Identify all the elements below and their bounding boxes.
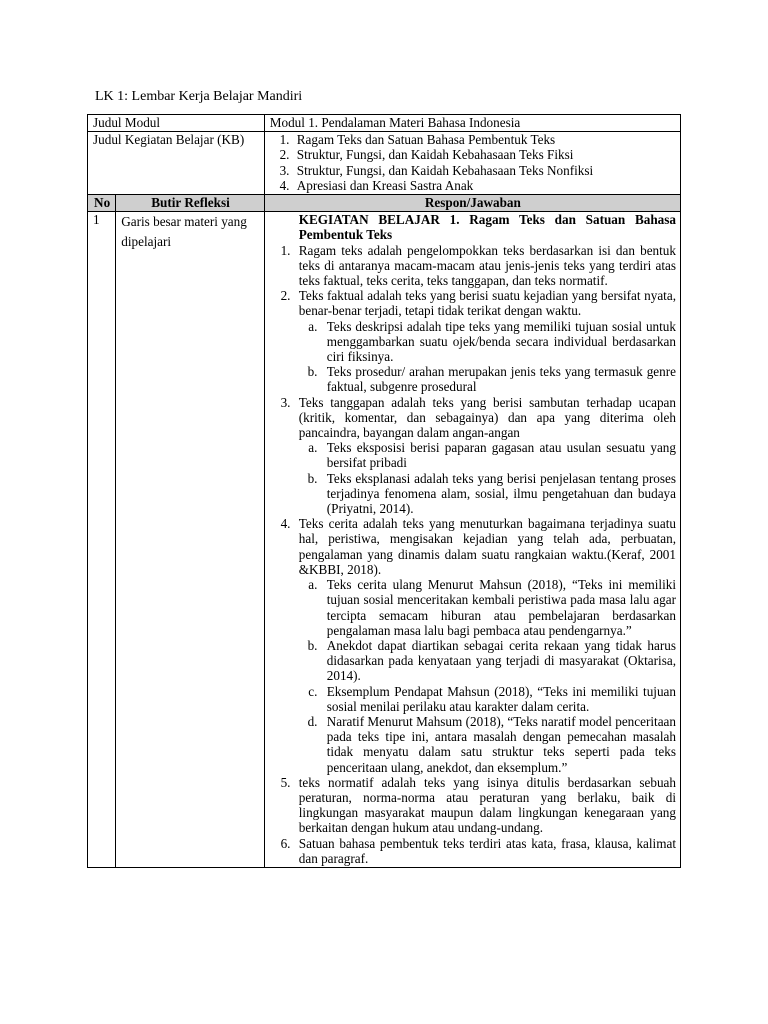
sub-list — [299, 577, 676, 775]
worksheet-table — [87, 114, 681, 868]
module-value: Modul 1. Pendalaman Materi Bahasa Indonesia — [264, 115, 680, 132]
response-text: 1. Ragam teks adalah pengelompokkan teks berdasarkan isi dan bentuk teks di antaranya macam-macam atau jenis-jenis teks yang terdiri atas teks faktual, teks cerita, teks tanggapan, dan teks normatif. — [298, 242, 676, 289]
sub-list — [299, 440, 676, 516]
header-row — [88, 195, 681, 212]
entry-response — [264, 212, 680, 868]
sub-list — [299, 319, 676, 395]
kb-heading: KEGIATAN BELAJAR 1. Ragam Teks dan Satuan Bahasa Pembentuk Teks — [298, 212, 676, 243]
response-list — [270, 243, 676, 866]
entry-number: 1 — [88, 212, 116, 868]
header-butir: Butir Refleksi — [116, 195, 265, 212]
response-text: 5. teks normatif adalah teks yang isinya ditulis berdasarkan sebuah peraturan, norma-norma atau peraturan yang berlaku, baik di lingkungan masyarakat maupun dalam lingkungan kenegaraan yang berkaitan dengan hukum atau undang-undang. — [298, 774, 676, 836]
entry-row — [88, 212, 681, 868]
response-item — [294, 288, 676, 394]
sub-item: a. Teks cerita ulang Menurut Mahsun (2018), “Teks ini memiliki tujuan sosial menceritakan kembali peristiwa pada masa lalu agar tercipta semacam hiburan atau pembelajaran berdasarkan pengalaman masa lalu bagi pembaca atau pendengarnya.” — [321, 577, 676, 638]
entry-butir: Garis besar materi yang dipelajari — [116, 212, 265, 868]
header-respon: Respon/Jawaban — [264, 195, 680, 212]
header-no: No — [88, 195, 116, 212]
response-item — [294, 836, 676, 866]
kb-list-cell — [264, 132, 680, 195]
response-text: 3. Teks tanggapan adalah teks yang berisi sambutan terhadap ucapan (kritik, komentar, dan sebagainya) dan apa yang diterima oleh pancaindra, bayangan dalam angan-angan — [298, 394, 676, 441]
response-item — [294, 516, 676, 774]
response-text: 6. Satuan bahasa pembentuk teks terdiri atas kata, frasa, klausa, kalimat dan paragraf. — [298, 835, 676, 866]
response-item — [294, 775, 676, 836]
sub-item: d. Naratif Menurut Mahsum (2018), “Teks naratif model penceritaan pada teks tipe ini, antara masalah dengan pemecahan masalah tidak menyatu dalam satu struktur teks seperti pada teks penceritaan ulang, anekdot, dan eksemplum.” — [321, 714, 676, 775]
sub-item: b. Teks prosedur/ arahan merupakan jenis teks yang termasuk genre faktual, subgenre prosedural — [321, 364, 676, 394]
kb-item: 3. Struktur, Fungsi, dan Kaidah Kebahasaan Teks Nonfiksi — [293, 163, 676, 178]
kb-item: 1. Ragam Teks dan Satuan Bahasa Pembentuk Teks — [293, 132, 676, 147]
module-label: Judul Modul — [88, 115, 265, 132]
response-text: 4. Teks cerita adalah teks yang menuturkan bagaimana terjadinya suatu hal, peristiwa, mengisakan kejadian yang telah ada, perbuatan, pengalaman yang dinamis dalam suatu rangkaian waktu.(Keraf, 2001 &KBBI, 2018). — [298, 516, 676, 577]
sub-item: c. Eksemplum Pendapat Mahsun (2018), “Teks ini memiliki tujuan sosial menilai perilaku atau karakter dalam cerita. — [321, 684, 676, 714]
kb-row — [88, 132, 681, 195]
response-text: 2. Teks faktual adalah teks yang berisi suatu kejadian yang bersifat nyata, benar-benar terjadi, tetapi tidak terikat dengan waktu. — [298, 288, 676, 319]
kb-list — [270, 132, 676, 193]
sub-item: a. Teks deskripsi adalah tipe teks yang memiliki tujuan sosial untuk menggambarkan suatu ojek/benda secara individual berdasarkan ciri fiksinya. — [321, 319, 676, 365]
worksheet-title: LK 1: Lembar Kerja Belajar Mandiri — [95, 89, 303, 104]
module-row — [88, 115, 681, 132]
sub-item: b. Anekdot dapat diartikan sebagai cerita rekaan yang tidak harus didasarkan pada kenyataan yang terjadi di masyarakat (Oktarisa, 2014). — [321, 638, 676, 684]
kb-item: 2. Struktur, Fungsi, dan Kaidah Kebahasaan Teks Fiksi — [293, 147, 676, 162]
response-item — [294, 243, 676, 289]
sub-item: b. Teks eksplanasi adalah teks yang berisi penjelasan tentang proses terjadinya fenomena alam, sosial, ilmu pengetahuan dan budaya (Priyatni, 2014). — [321, 471, 676, 517]
kb-item: 4. Apresiasi dan Kreasi Sastra Anak — [293, 178, 676, 193]
sub-item: a. Teks eksposisi berisi paparan gagasan atau usulan sesuatu yang bersifat pribadi — [321, 440, 676, 470]
kb-label: Judul Kegiatan Belajar (KB) — [88, 132, 265, 195]
response-item — [294, 395, 676, 517]
